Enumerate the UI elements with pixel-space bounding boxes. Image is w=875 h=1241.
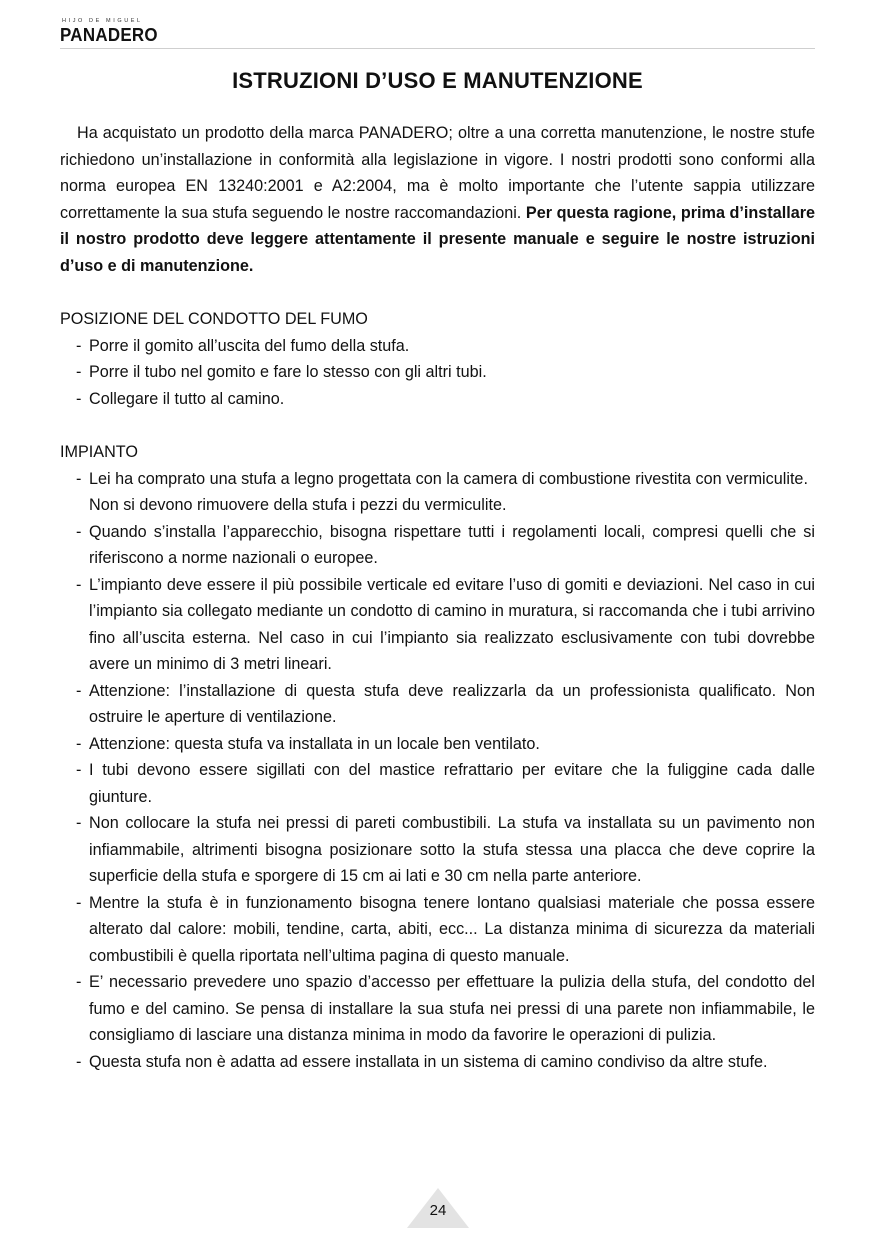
list-item-text: E’ necessario prevedere uno spazio d’accesso per effettuare la pulizia della stufa, del condotto del fumo e del camino. Se pensa di installare la sua stufa nei pressi di una parete non infiammabile, le consigliamo di lasciare una distanza minima in modo da favorire le operazioni di pulizia.	[89, 973, 815, 1044]
list-item	[60, 757, 815, 810]
list-item-text: Quando s’installa l’apparecchio, bisogna rispettare tutti i regolamenti locali, compresi quelli che si riferiscono a norme nazionali o europee.	[89, 522, 815, 567]
list-item	[60, 678, 815, 731]
intro-paragraph	[60, 120, 815, 279]
page-title: ISTRUZIONI D’USO E MANUTENZIONE	[232, 68, 643, 93]
bullet-dash: -	[76, 469, 82, 488]
installation-list	[60, 466, 815, 1076]
list-item-text: Porre il tubo nel gomito e fare lo stesso con gli altri tubi.	[89, 363, 487, 381]
list-item-text: Attenzione: l’installazione di questa stufa deve realizzarla da un professionista qualificato. Non ostruire le aperture di ventilazione.	[89, 681, 815, 726]
bullet-dash: -	[76, 336, 82, 355]
bullet-dash: -	[76, 893, 82, 912]
intro-bold-text: Per questa ragione, prima d’installare il nostro prodotto deve leggere attentamente il presente manuale e seguire le nostre istruzioni d’uso e di manutenzione.	[60, 203, 815, 275]
bullet-dash: -	[76, 734, 82, 753]
bullet-dash: -	[76, 1052, 82, 1071]
list-item-text: Porre il gomito all’uscita del fumo della stufa.	[89, 336, 410, 355]
bullet-dash: -	[76, 973, 82, 991]
page-header	[60, 18, 815, 49]
page-number: 24	[429, 1202, 447, 1219]
list-item	[60, 519, 815, 572]
bullet-dash: -	[76, 814, 82, 832]
bullet-dash: -	[76, 363, 82, 381]
brand-logo: PANADERO	[60, 25, 158, 45]
logo-tagline: HIJO DE MIGUEL	[62, 18, 143, 24]
bullet-dash: -	[76, 522, 82, 541]
list-item	[60, 386, 815, 413]
list-item-text: L’impianto deve essere il più possibile verticale ed evitare l’uso di gomiti e deviazioni. Nel caso in cui l’impianto sia collegato mediante un condotto di camino in muratura, si raccomanda che i tubi arrivino fino all’uscita esterna. Nel caso in cui l’impianto sia realizzato esclusivamente con tubi dovrebbe avere un minimo di 3 metri lineari.	[89, 575, 815, 673]
list-item-text: I tubi devono essere sigillati con del mastice refrattario per evitare che la fuliggine cada dalle giunture.	[89, 761, 815, 806]
list-item	[60, 1049, 815, 1076]
list-item-text: Mentre la stufa è in funzionamento bisogna tenere lontano qualsiasi materiale che possa essere alterato dal calore: mobili, tendine, carta, abiti, ecc... La distanza minima di sicurezza da materiali combustibili è quella riportata nell’ultima pagina di questo manuale.	[89, 893, 815, 965]
intro-text: Ha acquistato un prodotto della marca PANADERO; oltre a una corretta manutenzione, le nostre stufe richiedono un’installazione in conformità alla legislazione in vigore. I nostri prodotti sono conformi alla norma europea EN 13240:2001 e A2:2004, ma è molto importante che l’utente sappia utilizzare correttamente la sua stufa seguendo le nostre raccomandazioni.	[60, 124, 815, 222]
bullet-dash: -	[76, 761, 82, 779]
list-item-continuation	[60, 492, 815, 519]
list-item-text: Lei ha comprato una stufa a legno progettata con la camera di combustione rivestita con vermiculite.	[89, 469, 808, 488]
page-number-tab	[407, 1188, 469, 1228]
list-item-text: Questa stufa non è adatta ad essere installata in un sistema di camino condiviso da altre stufe.	[89, 1052, 768, 1071]
flue-steps-list	[60, 333, 815, 413]
bullet-dash: -	[76, 681, 82, 700]
list-item	[60, 359, 815, 386]
list-item	[60, 890, 815, 970]
document-body	[60, 120, 815, 1075]
list-item-text: Attenzione: questa stufa va installata in un locale ben ventilato.	[89, 734, 540, 753]
bullet-dash: -	[76, 575, 82, 594]
list-item-text: Non collocare la stufa nei pressi di pareti combustibili. La stufa va installata su un pavimento non infiammabile, altrimenti bisogna posizionare sotto la stufa stessa una placca che deve coprire la superficie della stufa e sporgere di 15 cm ai lati e 30 cm nella parte anteriore.	[89, 814, 815, 885]
list-item-text: Collegare il tutto al camino.	[89, 389, 285, 408]
list-item	[60, 969, 815, 1049]
section-heading-flue: POSIZIONE DEL CONDOTTO DEL FUMO	[60, 310, 368, 328]
section-heading-installation: IMPIANTO	[60, 443, 138, 461]
list-item	[60, 731, 815, 758]
list-item	[60, 333, 815, 360]
bullet-dash: -	[76, 389, 82, 408]
list-item	[60, 466, 815, 493]
list-item-text: Non si devono rimuovere della stufa i pezzi du vermiculite.	[89, 496, 507, 514]
list-item	[60, 810, 815, 890]
list-item	[60, 572, 815, 678]
